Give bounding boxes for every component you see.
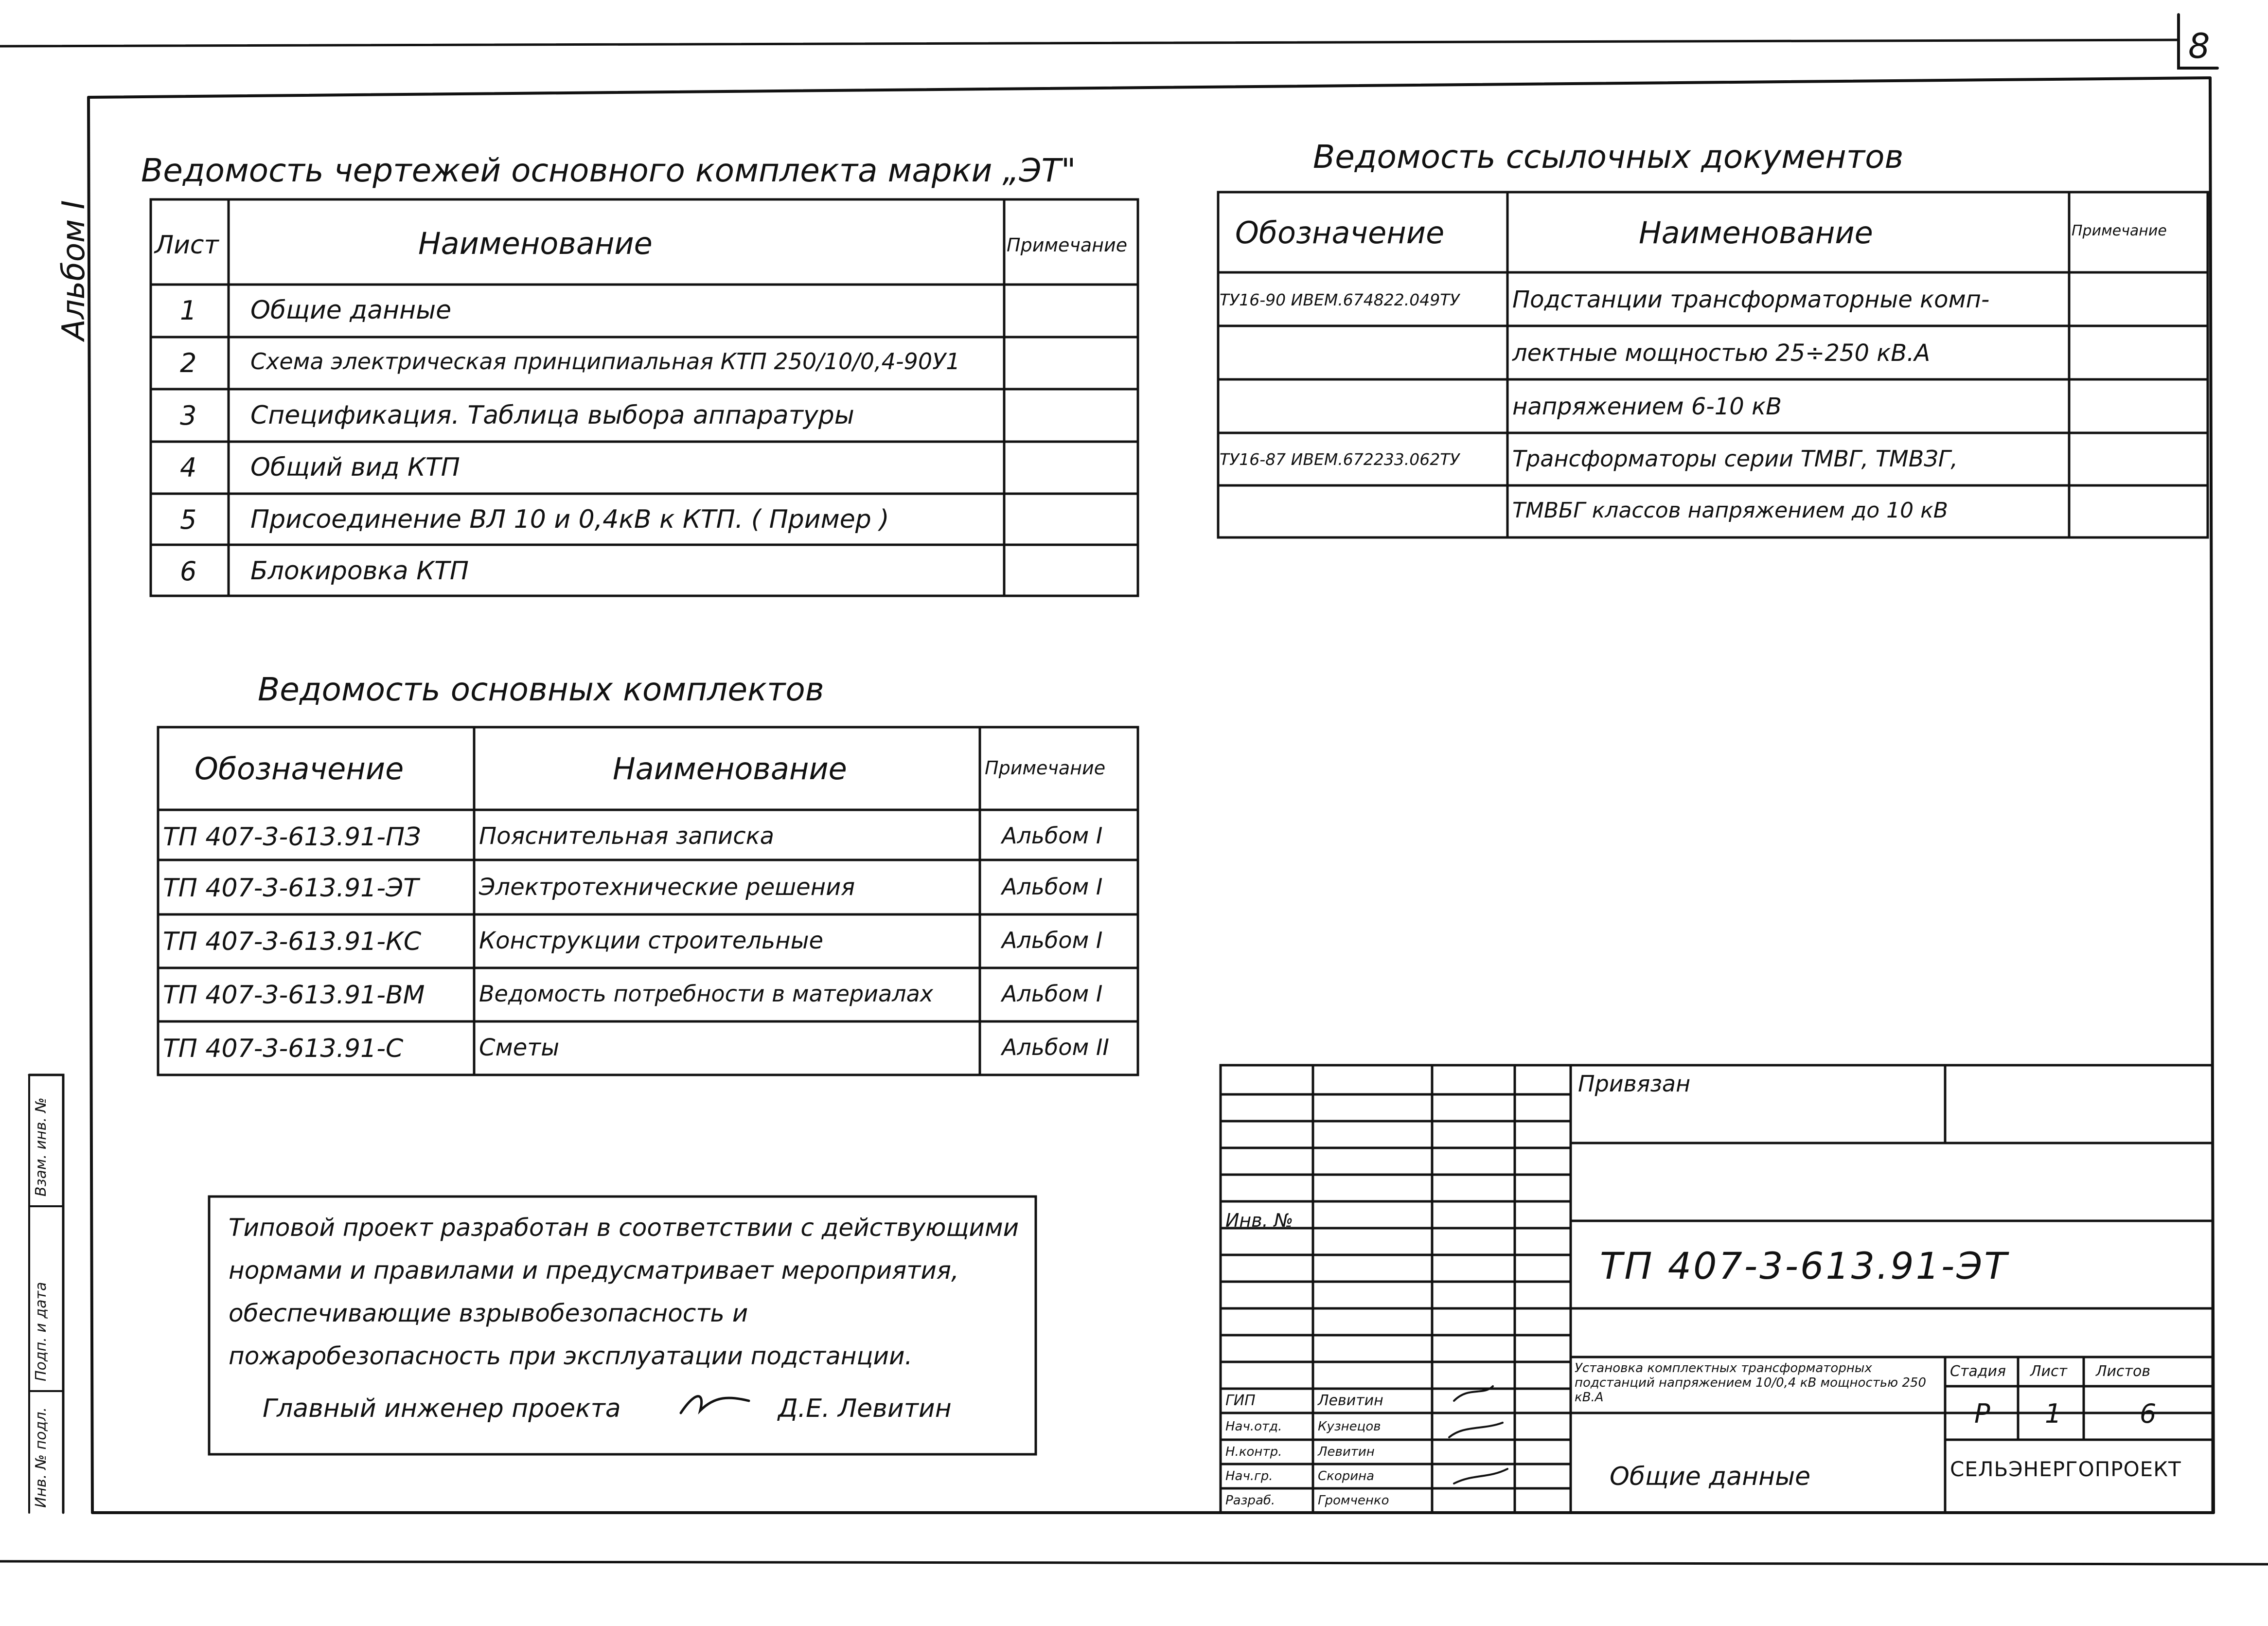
staff-role-3: Н.контр.	[1225, 1445, 1282, 1459]
stamp-label-inventory: Инв. № подл.	[33, 1407, 50, 1508]
album-side-label: Альбом I	[56, 200, 92, 340]
mainsets-row-1-name: Пояснительная записка	[479, 822, 775, 850]
signature-mark	[681, 1396, 749, 1413]
refdocs-header-code: Обозначение	[1235, 215, 1445, 250]
title-stage-header: Стадия	[1950, 1363, 2006, 1380]
drawings-row-2-name: Схема электрическая принципиальная КТП 250/10/0,4-90У1	[250, 348, 960, 375]
staff-role-4: Нач.гр.	[1225, 1469, 1273, 1483]
mainsets-row-5-note: Альбом II	[1002, 1034, 1109, 1060]
mainsets-row-5-name: Сметы	[479, 1034, 560, 1061]
drawings-row-1-name: Общие данные	[250, 296, 452, 325]
refdocs-row-1-name: Подстанции трансформаторные комп-	[1512, 286, 1990, 313]
chief-engineer-label: Главный инженер проекта	[263, 1394, 621, 1423]
title-sheet: 1	[2045, 1398, 2062, 1429]
refdocs-row-4-name: Трансформаторы серии ТМВГ, ТМВЗГ,	[1512, 446, 1958, 472]
title-block-signatures	[1449, 1386, 1507, 1483]
title-sheet-header: Лист	[2030, 1363, 2068, 1380]
title-designation: ТП 407-3-613.91-ЭТ	[1600, 1244, 2009, 1287]
mainsets-row-2-note: Альбом I	[1002, 874, 1103, 900]
mainsets-row-3-code: ТП 407-3-613.91-КС	[163, 927, 422, 956]
drawings-header-note: Примечание	[1007, 234, 1128, 256]
mainsets-header-note: Примечание	[985, 757, 1106, 779]
drawings-row-4-sheet: 4	[180, 452, 197, 483]
mainsets-row-1-code: ТП 407-3-613.91-ПЗ	[163, 822, 421, 852]
drawings-row-4-name: Общий вид КТП	[250, 453, 460, 482]
drawings-row-5-sheet: 5	[180, 504, 197, 535]
drawings-header-sheet: Лист	[155, 231, 219, 260]
mainsets-row-2-code: ТП 407-3-613.91-ЭТ	[163, 874, 419, 903]
chief-engineer-name: Д.Е. Левитин	[778, 1394, 952, 1423]
staff-role-2: Нач.отд.	[1225, 1419, 1282, 1434]
refdocs-row-3-name: напряжением 6-10 кВ	[1512, 393, 1782, 420]
title-stage: Р	[1974, 1398, 1990, 1429]
mainsets-header-name: Наименование	[613, 751, 847, 786]
drawings-list-title: Ведомость чертежей основного комплекта марки „ЭТ"	[141, 152, 1076, 189]
title-inv-label: Инв. №	[1225, 1210, 1293, 1231]
refdocs-row-2-name: лектные мощностью 25÷250 кВ.А	[1512, 339, 1931, 367]
staff-name-3: Левитин	[1318, 1445, 1375, 1459]
refdocs-row-4-code: ТУ16-87 ИВЕМ.672233.062ТУ	[1220, 450, 1460, 469]
drawings-row-1-sheet: 1	[180, 295, 197, 326]
mainsets-row-3-name: Конструкции строительные	[479, 927, 824, 954]
title-description: Установка комплектных трансформаторных подстанций напряжением 10/0,4 кВ мощностью 250 кВ.А	[1575, 1361, 1926, 1405]
drawings-row-6-name: Блокировка КТП	[250, 556, 469, 586]
refdocs-row-5-name: ТМВБГ классов напряжением до 10 кВ	[1512, 498, 1948, 523]
staff-role-1: ГИП	[1225, 1392, 1256, 1409]
staff-role-5: Разраб.	[1225, 1493, 1276, 1508]
mainsets-row-3-note: Альбом I	[1002, 927, 1103, 953]
title-doc-name: Общие данные	[1610, 1462, 1811, 1491]
stamp-label-sign-date: Подп. и дата	[33, 1282, 50, 1381]
drawings-row-2-sheet: 2	[180, 348, 197, 378]
title-sheets: 6	[2140, 1398, 2157, 1429]
note-text: Типовой проект разработан в соответствии с действующими нормами и правилами и предусматривает мероприятия, обеспечивающие взрывобезопасность и пожаробезопасность при эксплуатации подстанции.	[229, 1214, 1019, 1370]
drawings-row-3-name: Спецификация. Таблица выбора аппаратуры	[250, 401, 854, 430]
mainsets-row-5-code: ТП 407-3-613.91-С	[163, 1034, 404, 1063]
mainsets-row-4-note: Альбом I	[1002, 981, 1103, 1007]
mainsets-row-4-code: ТП 407-3-613.91-ВМ	[163, 981, 425, 1010]
title-sheets-header: Листов	[2096, 1363, 2151, 1380]
page-number: 8	[2188, 26, 2210, 66]
refdocs-header-note: Примечание	[2072, 222, 2167, 239]
mainsets-header-code: Обозначение	[195, 751, 404, 786]
refdocs-row-1-code: ТУ16-90 ИВЕМ.674822.049ТУ	[1220, 290, 1460, 309]
mainsets-row-2-name: Электротехнические решения	[479, 874, 855, 901]
drawings-row-5-name: Присоединение ВЛ 10 и 0,4кВ к КТП. ( Пример )	[250, 505, 889, 534]
mainsets-title: Ведомость основных комплектов	[258, 671, 824, 708]
staff-name-5: Громченко	[1318, 1493, 1389, 1508]
title-organization: СЕЛЬЭНЕРГОПРОЕКТ	[1950, 1457, 2181, 1481]
refdocs-header-name: Наименование	[1639, 215, 1873, 250]
drawings-row-6-sheet: 6	[180, 556, 197, 587]
staff-name-1: Левитин	[1318, 1392, 1383, 1409]
drawings-row-3-sheet: 3	[180, 400, 197, 431]
title-bound-label: Привязан	[1578, 1071, 1691, 1097]
stamp-label-replace: Взам. инв. №	[33, 1097, 50, 1197]
refdocs-title: Ведомость ссылочных документов	[1313, 138, 1904, 176]
drawings-header-name: Наименование	[418, 226, 653, 261]
staff-name-2: Кузнецов	[1318, 1419, 1381, 1434]
mainsets-row-1-note: Альбом I	[1002, 822, 1103, 849]
mainsets-row-4-name: Ведомость потребности в материалах	[479, 981, 933, 1007]
staff-name-4: Скорина	[1318, 1469, 1375, 1483]
